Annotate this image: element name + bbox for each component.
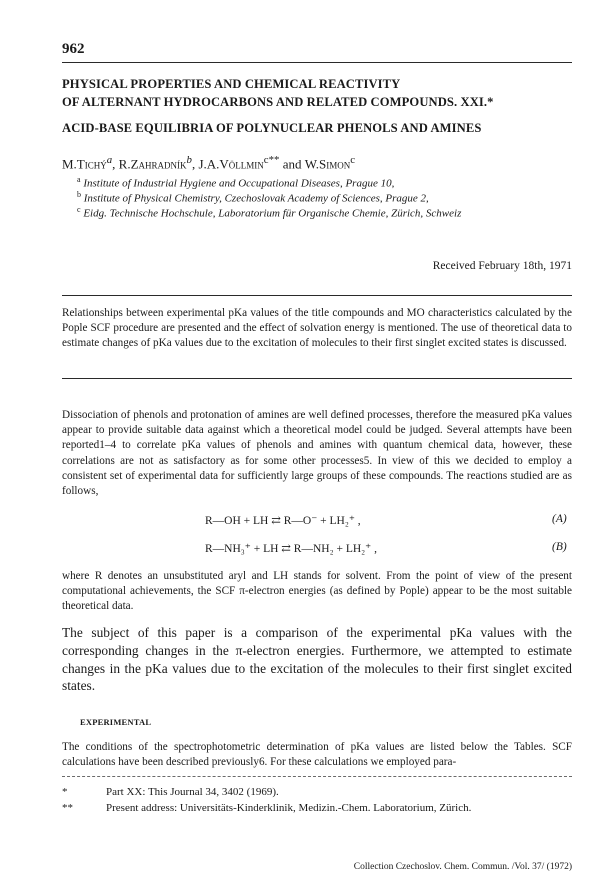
affiliation-c bbox=[77, 205, 461, 220]
footnote-2-text: Present address: Universitäts-Kinderklinik, Medizin.-Chem. Laboratorium, Zürich. bbox=[106, 802, 472, 814]
title-line-3: ACID-BASE EQUILIBRIA OF POLYNUCLEAR PHENOLS AND AMINES bbox=[62, 121, 482, 135]
journal-footer: Collection Czechoslov. Chem. Commun. /Vol. 37/ (1972) bbox=[353, 862, 572, 872]
header-rule bbox=[62, 62, 572, 63]
abstract-bottom-rule bbox=[62, 378, 572, 379]
affiliation-a bbox=[77, 175, 394, 190]
author-2: R.Zahradník bbox=[118, 156, 187, 172]
footnote-1-mark: * bbox=[62, 786, 68, 798]
experimental-paragraph: The conditions of the spectrophotometric determination of pKa values are listed below the Tables. SCF calculations have been described previously6. For these calculations we employed para- bbox=[62, 741, 572, 769]
footnote-1-text: Part XX: This Journal 34, 3402 (1969). bbox=[106, 786, 279, 798]
page-number: 962 bbox=[62, 41, 85, 57]
equation-b: R—NH₃⁺ + LH ⇄ R—NH₂ + LH₂⁺ , bbox=[205, 543, 377, 555]
title-line-2: OF ALTERNANT HYDROCARBONS AND RELATED COMPOUNDS. XXI.* bbox=[62, 95, 494, 109]
section-heading: EXPERIMENTAL bbox=[80, 717, 152, 727]
affiliation-mark: b bbox=[77, 190, 81, 199]
equation-b-label: (B) bbox=[552, 541, 567, 553]
affiliation-text: Institute of Physical Chemistry, Czechoslovak Academy of Sciences, Prague 2, bbox=[83, 192, 429, 205]
footnote-2-mark: ** bbox=[62, 802, 73, 814]
author-4: W.Simon bbox=[304, 156, 351, 172]
after-equation-paragraph: where R denotes an unsubstituted aryl and LH stands for solvent. From the point of view of the present computational achievements, the SCF π-electron energies (as defined by Pople) appear to be the most suitable theoretical data. bbox=[62, 570, 572, 613]
authors-and: and bbox=[279, 156, 305, 172]
author-4-mark: c bbox=[350, 154, 356, 166]
affiliation-b bbox=[77, 190, 429, 205]
footnote-rule bbox=[62, 776, 572, 777]
abstract-top-rule bbox=[62, 295, 572, 296]
equation-a: R—OH + LH ⇄ R—O⁻ + LH₂⁺ , bbox=[205, 515, 361, 527]
authors: M.Tichý$^a$, R.Zahradník$^b$, J.A.Völlmin$^{c**}$ and W.Simon$^c$ bbox=[62, 154, 356, 172]
affiliation-text: Eidg. Technische Hochschule, Laboratorium für Organische Chemie, Zürich, Schweiz bbox=[83, 207, 462, 220]
affiliation-mark: c bbox=[77, 205, 81, 214]
received-date: Received February 18th, 1971 bbox=[432, 260, 572, 272]
abstract: Relationships between experimental pKa values of the title compounds and MO characteristics calculated by the Pople SCF procedure are presented and the effect of solvation energy is mentioned. The use of theoretical data to estimate changes of pKa values due to the excitation of molecules to their first singlet excited states is discussed. bbox=[62, 307, 572, 350]
affiliation-text: Institute of Industrial Hygiene and Occupational Diseases, Prague 10, bbox=[83, 177, 395, 190]
equation-a-label: (A) bbox=[552, 513, 567, 525]
subject-paragraph: The subject of this paper is a comparison of the experimental pKa values with the corresponding changes in the π-electron energies. Furthermore, we attempted to estimate changes in the pKa values due to the excitation of the molecules to their first singlet excited states. bbox=[62, 625, 572, 694]
author-1-mark: a bbox=[106, 154, 113, 166]
author-3-mark: c** bbox=[263, 154, 280, 166]
intro-paragraph: Dissociation of phenols and protonation of amines are well defined processes, therefore the measured pKa values appear to provide suitable data against which a theoretical model could be judged. Several attempts have been reported1–4 to correlate pKa values of phenols and amines with quantum chemical data, however, these correlations are not as satisfactory as for some other processes5. In view of this we decided to employ a consistent set of experimental data for sufficiently large groups of these compounds. The reactions studied are as follows, bbox=[62, 409, 572, 498]
affiliation-mark: a bbox=[77, 175, 81, 184]
author-2-mark: b bbox=[186, 154, 192, 166]
author-1: M.Tichý bbox=[62, 156, 107, 172]
title-line-1: PHYSICAL PROPERTIES AND CHEMICAL REACTIVITY bbox=[62, 77, 401, 91]
author-3: J.A.Völlmin bbox=[198, 156, 264, 172]
